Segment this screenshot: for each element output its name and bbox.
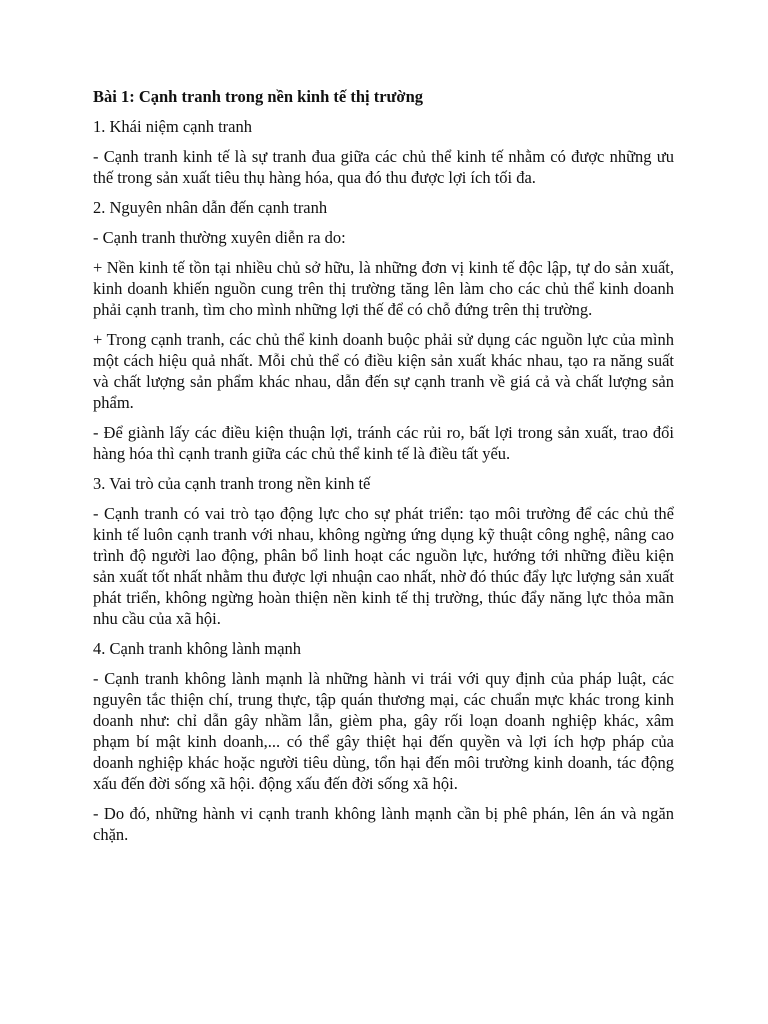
section-heading-2: 2. Nguyên nhân dẫn đến cạnh tranh <box>93 198 328 217</box>
section-heading-4: 4. Cạnh tranh không lành mạnh <box>93 639 302 658</box>
paragraph-cause-3: - Để giành lấy các điều kiện thuận lợi, tránh các rủi ro, bất lợi trong sản xuất, trao đổi hàng hóa thì cạnh tranh giữa các chủ thể kinh tế là điều tất yếu. <box>93 423 674 463</box>
section-heading-3: 3. Vai trò của cạnh tranh trong nền kinh tế <box>93 474 371 493</box>
section-heading-1: 1. Khái niệm cạnh tranh <box>93 117 252 136</box>
document-page <box>93 86 674 854</box>
paragraph-cause-2: + Trong cạnh tranh, các chủ thể kinh doanh buộc phải sử dụng các nguồn lực của mình một cách hiệu quả nhất. Mỗi chủ thể có điều kiện sản xuất khác nhau, tạo ra năng suất và chất lượng sản phẩm khác nhau, dẫn đến sự cạnh tranh về giá cả và chất lượng sản phẩm. <box>93 330 674 412</box>
paragraph-unfair-competition: - Cạnh tranh không lành mạnh là những hành vi trái với quy định của pháp luật, các nguyên tắc thiện chí, trung thực, tập quán thương mại, các chuẩn mực khác trong kinh doanh như: chỉ dẫn gây nhầm lẫn, gièm pha, gây rối loạn doanh nghiệp khác, xâm phạm bí mật kinh doanh,... có thể gây thiệt hại đến quyền và lợi ích hợp pháp của doanh nghiệp khác hoặc người tiêu dùng, tổn hại đến môi trường kinh doanh, tác động xấu đến đời sống xã hội. động xấu đến đời sống xã hội. <box>93 669 674 793</box>
paragraph-causes-intro: - Cạnh tranh thường xuyên diễn ra do: <box>93 228 346 247</box>
paragraph-cause-1: + Nền kinh tế tồn tại nhiều chủ sở hữu, là những đơn vị kinh tế độc lập, tự do sản xuất, kinh doanh khiến nguồn cung trên thị trường tăng lên làm cho các chủ thể kinh doanh phải cạnh tranh, tìm cho mình những lợi thế để có chỗ đứng trên thị trường. <box>93 258 674 319</box>
paragraph-definition: - Cạnh tranh kinh tế là sự tranh đua giữa các chủ thể kinh tế nhằm có được những ưu thế trong sản xuất tiêu thụ hàng hóa, qua đó thu được lợi ích tối đa. <box>93 147 674 187</box>
paragraph-conclusion: - Do đó, những hành vi cạnh tranh không lành mạnh cần bị phê phán, lên án và ngăn chặn. <box>93 804 674 844</box>
document-title: Bài 1: Cạnh tranh trong nền kinh tế thị trường <box>93 87 423 106</box>
paragraph-role: - Cạnh tranh có vai trò tạo động lực cho sự phát triển: tạo môi trường để các chủ thể kinh tế luôn cạnh tranh với nhau, không ngừng ứng dụng kỹ thuật công nghệ, nâng cao trình độ người lao động, phân bổ linh hoạt các nguồn lực, hướng tới những điều kiện sản xuất tốt nhất nhằm thu được lợi nhuận cao nhất, nhờ đó thúc đẩy lực lượng sản xuất phát triển, không ngừng hoàn thiện nền kinh tế thị trường, thúc đẩy năng lực thỏa mãn nhu cầu của xã hội. <box>93 504 674 628</box>
